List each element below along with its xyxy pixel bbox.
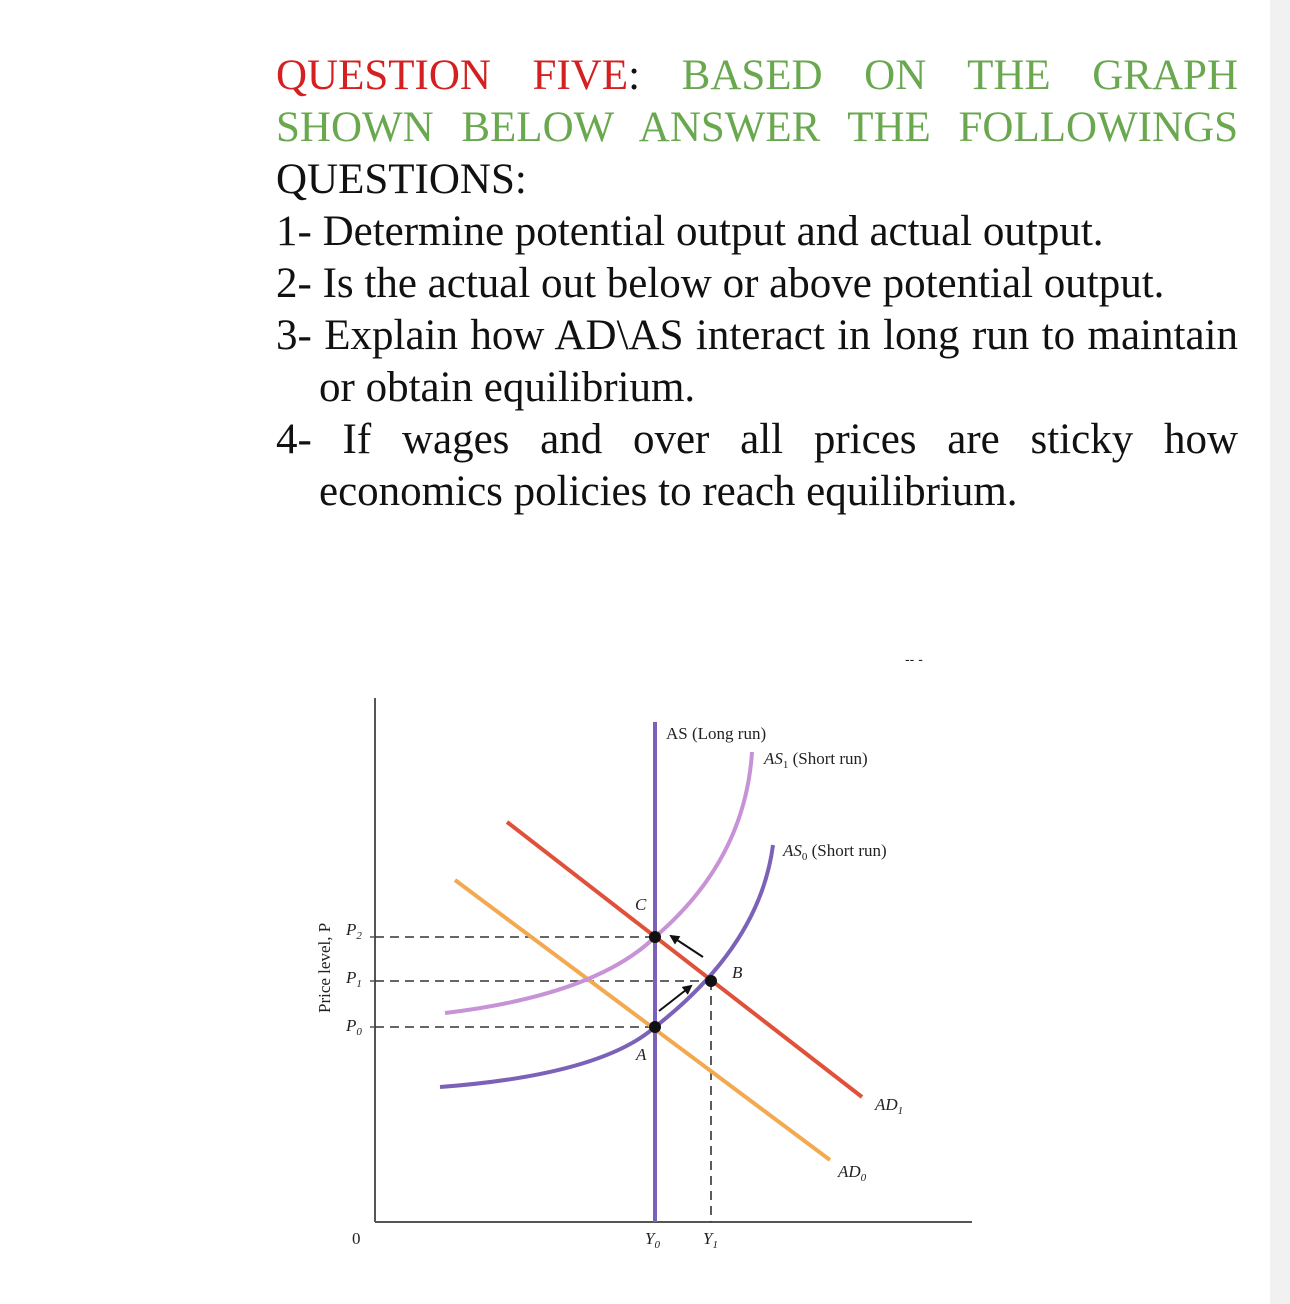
- x-tick-label-y0: $Y_0$: [645, 1229, 660, 1251]
- question-label: QUESTION FIVE: [276, 52, 629, 99]
- point-a: [649, 1021, 661, 1033]
- as1-label: $AS_1$ (Short run): [764, 749, 868, 771]
- as0-label: $AS_0$ (Short run): [783, 841, 887, 863]
- x-tick-label-y1: $Y_1$: [703, 1229, 718, 1251]
- as0-curve: [440, 845, 773, 1087]
- question-item-2: 2- Is the actual out below or above potential output.: [276, 260, 1165, 307]
- question-item-4: 4- If wages and over all prices are sticky how economics policies to reach equilibrium.: [276, 416, 1238, 515]
- point-c: [649, 931, 661, 943]
- question-tail: QUESTIONS:: [276, 156, 527, 203]
- question-heading: [276, 50, 1238, 206]
- point-label-b: B: [732, 963, 743, 982]
- y-axis-label: Price level, P: [315, 922, 334, 1013]
- question-block: [276, 50, 1238, 518]
- ad0-curve: [455, 880, 830, 1160]
- question-instruction: BASED ON THE GRAPH SHOWN BELOW ANSWER THE FOLLOWINGS: [276, 52, 1238, 151]
- point-b: [705, 975, 717, 987]
- y-tick-label-p1: $P_1$: [346, 968, 362, 990]
- as-long-run-label: AS (Long run): [666, 724, 767, 743]
- ad1-label: $AD_1$: [875, 1095, 904, 1117]
- question-item-1: 1- Determine potential output and actual output.: [276, 208, 1104, 255]
- y-tick-label-p2: $P_2$: [346, 920, 362, 942]
- point-label-c: C: [635, 895, 647, 914]
- stray-marks: -- -: [905, 651, 923, 667]
- y-tick-label-p0: $P_0$: [346, 1016, 362, 1038]
- ad0-label: $AD_0$: [838, 1162, 867, 1184]
- point-label-a: A: [636, 1045, 647, 1064]
- question-item-3: 3- Explain how AD\AS interact in long run to maintain or obtain equilibrium.: [276, 312, 1238, 411]
- question-colon: :: [628, 52, 641, 99]
- ad-as-graph: [0, 640, 1290, 1260]
- origin-label: 0: [352, 1229, 361, 1248]
